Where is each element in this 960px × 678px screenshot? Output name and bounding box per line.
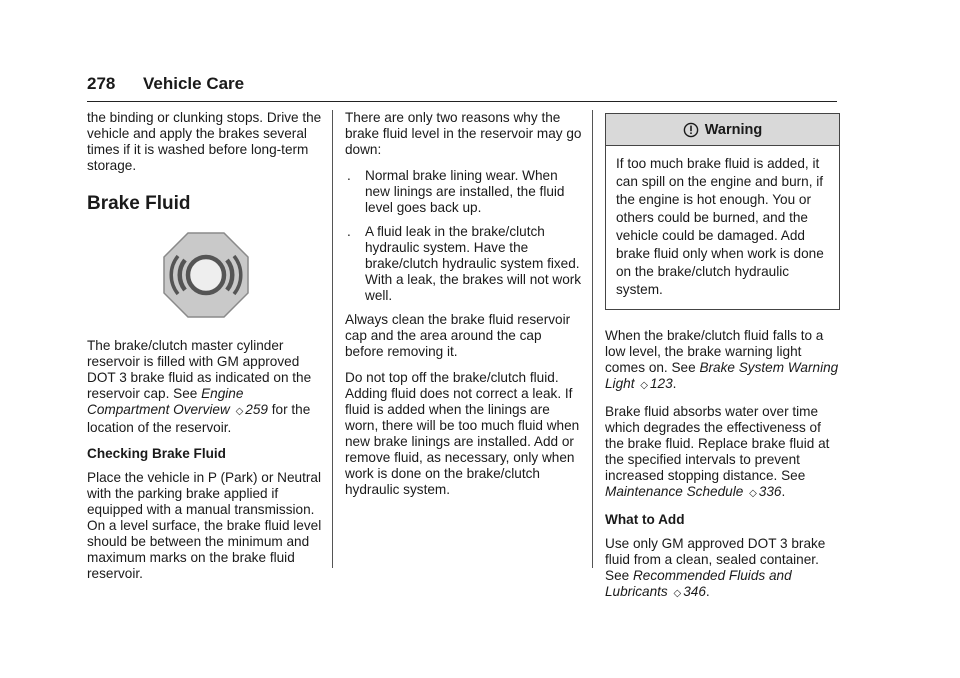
page-reference-icon: ◇ [749,488,757,499]
column-divider [332,110,333,568]
list-item: . Normal brake lining wear. When new linings are installed, the fluid level goes back up. [347,168,565,215]
low-level-paragraph: When the brake/clutch fluid falls to a low level, the brake warning light comes on. See Brake System Warning Light ◇ 123. [605,328,839,391]
column-divider [592,110,593,568]
warning-title: Warning [704,121,763,138]
brake-fluid-icon-container [87,232,325,318]
brake-fluid-heading: Brake Fluid [87,193,191,214]
section-title: Vehicle Care [143,74,245,93]
what-to-add-paragraph: Use only GM approved DOT 3 brake fluid from a clean, sealed container. See Recommended Fluids and Lubricants ◇ 346. [605,536,826,599]
page-reference-number[interactable]: 123 [649,376,673,391]
warning-icon [683,122,699,138]
column-3 [605,110,840,612]
recommended-fluids-reference[interactable]: Recommended Fluids and Lubricants [605,568,792,599]
page-reference-number[interactable]: 346 [683,584,706,599]
clean-cap-paragraph: Always clean the brake fluid reservoir cap and the area around the cap before removing it. [345,312,571,359]
page-reference-icon: ◇ [235,406,244,417]
reasons-paragraph: There are only two reasons why the brake fluid level in the reservoir may go down: [345,110,582,157]
engine-compartment-reference[interactable]: Engine Compartment Overview [87,386,244,417]
page-reference-number[interactable]: 259 [245,402,268,417]
bullet-marker: . [347,168,351,183]
reasons-list [345,168,583,304]
list-item: . A fluid leak in the brake/clutch hydraulic system. Have the brake/clutch hydraulic system fixed. With a leak, the brakes will not work well. [347,224,582,303]
top-off-paragraph: Do not top off the brake/clutch fluid. Adding fluid does not correct a leak. If fluid is added when the linings are worn, there will be too much fluid when new brake linings are installed. Add or remove fluid, as necessary, only when work is done on the brake/clutch hydraulic system. [345,370,580,497]
intro-paragraph: the binding or clunking stops. Drive the vehicle and apply the brakes several times if it is washed before long-term storage. [87,110,322,173]
checking-brake-fluid-heading: Checking Brake Fluid [87,446,226,461]
column-1 [87,110,325,592]
page-header [87,72,837,102]
checking-paragraph: Place the vehicle in P (Park) or Neutral with the parking brake applied if equipped with a manual transmission. On a level surface, the brake fluid level should be between the minimum and maximum marks on the brake fluid reservoir. [87,470,322,581]
master-cylinder-paragraph: The brake/clutch master cylinder reservoir is filled with GM approved DOT 3 brake fluid as indicated on the reservoir cap. See Engine Compartment Overview ◇ 259 for the location of the reservoir. [87,338,312,435]
brake-warning-icon [163,232,249,318]
page-reference-icon: ◇ [673,588,682,599]
absorbs-water-paragraph: Brake fluid absorbs water over time which degrades the effectiveness of the brake fluid. Replace brake fluid at the specified intervals to prevent increased stopping distance. See Maintenance Schedule ◇ 336. [605,404,830,499]
page-reference-number[interactable]: 336 [758,484,782,499]
page-reference-icon: ◇ [640,380,648,391]
page-number: 278 [87,74,116,93]
maintenance-schedule-reference[interactable]: Maintenance Schedule [605,484,744,499]
bullet-marker: . [347,224,351,239]
warning-box [605,113,840,310]
warning-header [606,114,839,146]
warning-text: If too much brake fluid is added, it can spill on the engine and burn, if the engine is hot enough. You or others could be burned, and the vehicle could be damaged. Add brake fluid only when work is done on the brake/clutch hydraulic system. [616,156,824,297]
column-2 [345,110,583,508]
what-to-add-heading: What to Add [605,512,685,527]
brake-warning-light-reference[interactable]: Brake System Warning Light [605,360,839,391]
